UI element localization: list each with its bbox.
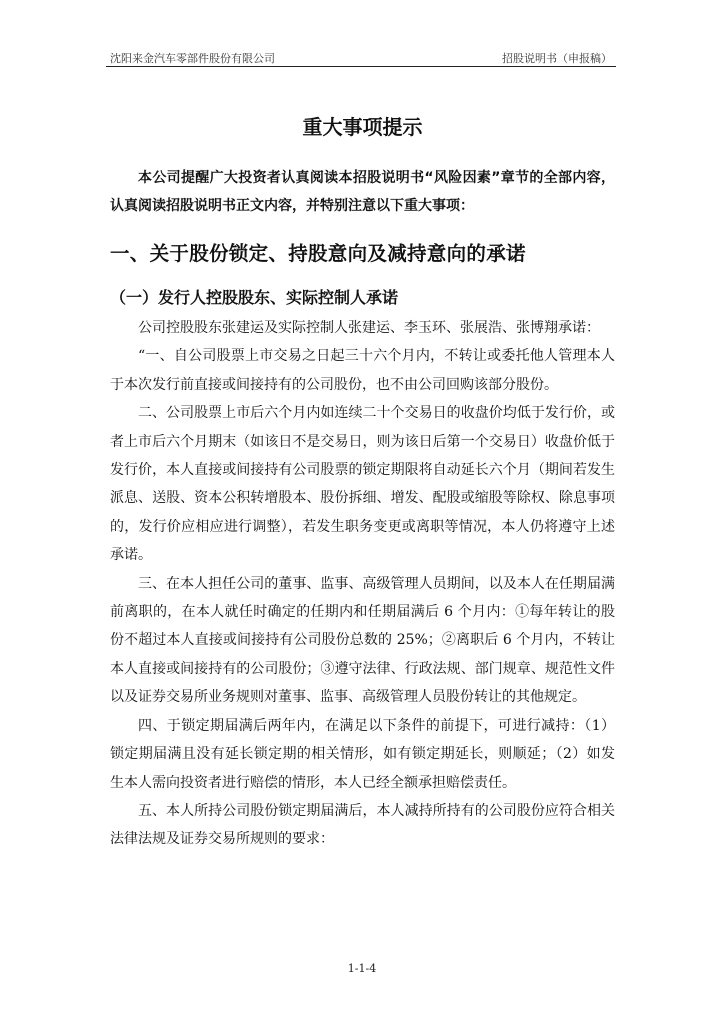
section-heading-share-lockup: 一、关于股份锁定、持股意向及减持意向的承诺 bbox=[110, 242, 526, 265]
paragraph: 四、于锁定期届满后两年内，在满足以下条件的前提下，可进行减持：（1）锁定期届满且没有延长锁定期的相关情形，如有锁定期延长，则顺延；（2）如发生本人需向投资者进行赔偿的情形，本人已经全额承担赔偿责任。 bbox=[110, 717, 615, 791]
page-header bbox=[106, 50, 616, 66]
paragraph: 公司控股股东张建运及实际控制人张建运、李玉环、张展浩、张博翔承诺： bbox=[138, 320, 600, 336]
header-document-type: 招股说明书（申报稿） bbox=[502, 52, 612, 65]
paragraph: 三、在本人担任公司的董事、监事、高级管理人员期间，以及本人在任期届满前离职的，在本人就任时确定的任期内和任期届满后 6 个月内：①每年转让的股份不超过本人直接或间接持有公司股份总数的 25%；②离职后 6 个月内，不转让本人直接或间接持有的公司股份；③遵守法律、行政法规、部门规章、规范性文件以及证券交易所业务规则对董事、监事、高级管理人员股份转让的其他规定。 bbox=[110, 575, 615, 706]
paragraph: 五、本人所持公司股份锁定期届满后，本人减持所持有的公司股份应符合相关法律法规及证券交易所规则的要求： bbox=[110, 802, 615, 848]
page-title: 重大事项提示 bbox=[302, 115, 423, 139]
paragraph: “一、自公司股票上市交易之日起三十六个月内，不转让或委托他人管理本人于本次发行前直接或间接持有的公司股份，也不由公司回购该部分股份。 bbox=[110, 348, 615, 393]
page-number: 1-1-4 bbox=[347, 962, 377, 975]
header-company-name: 沈阳来金汽车零部件股份有限公司 bbox=[110, 52, 275, 65]
header-divider bbox=[106, 66, 616, 67]
page-body bbox=[110, 112, 615, 854]
subsection-heading-controlling-shareholder: （一）发行人控股股东、实际控制人承诺 bbox=[110, 288, 399, 307]
paragraph: 二、公司股票上市后六个月内如连续二十个交易日的收盘价均低于发行价，或者上市后六个月期末（如该日不是交易日，则为该日后第一个交易日）收盘价低于发行价，本人直接或间接持有公司股票的锁定期限将自动延长六个月（期间若发生派息、送股、资本公积转增股本、股份拆细、增发、配股或缩股等除权、除息事项的，发行价应相应进行调整），若发生职务变更或离职等情况，本人仍将遵守上述承诺。 bbox=[110, 405, 615, 564]
intro-notice: 本公司提醒广大投资者认真阅读本招股说明书“风险因素”章节的全部内容，认真阅读招股说明书正文内容，并特别注意以下重大事项： bbox=[110, 170, 615, 214]
